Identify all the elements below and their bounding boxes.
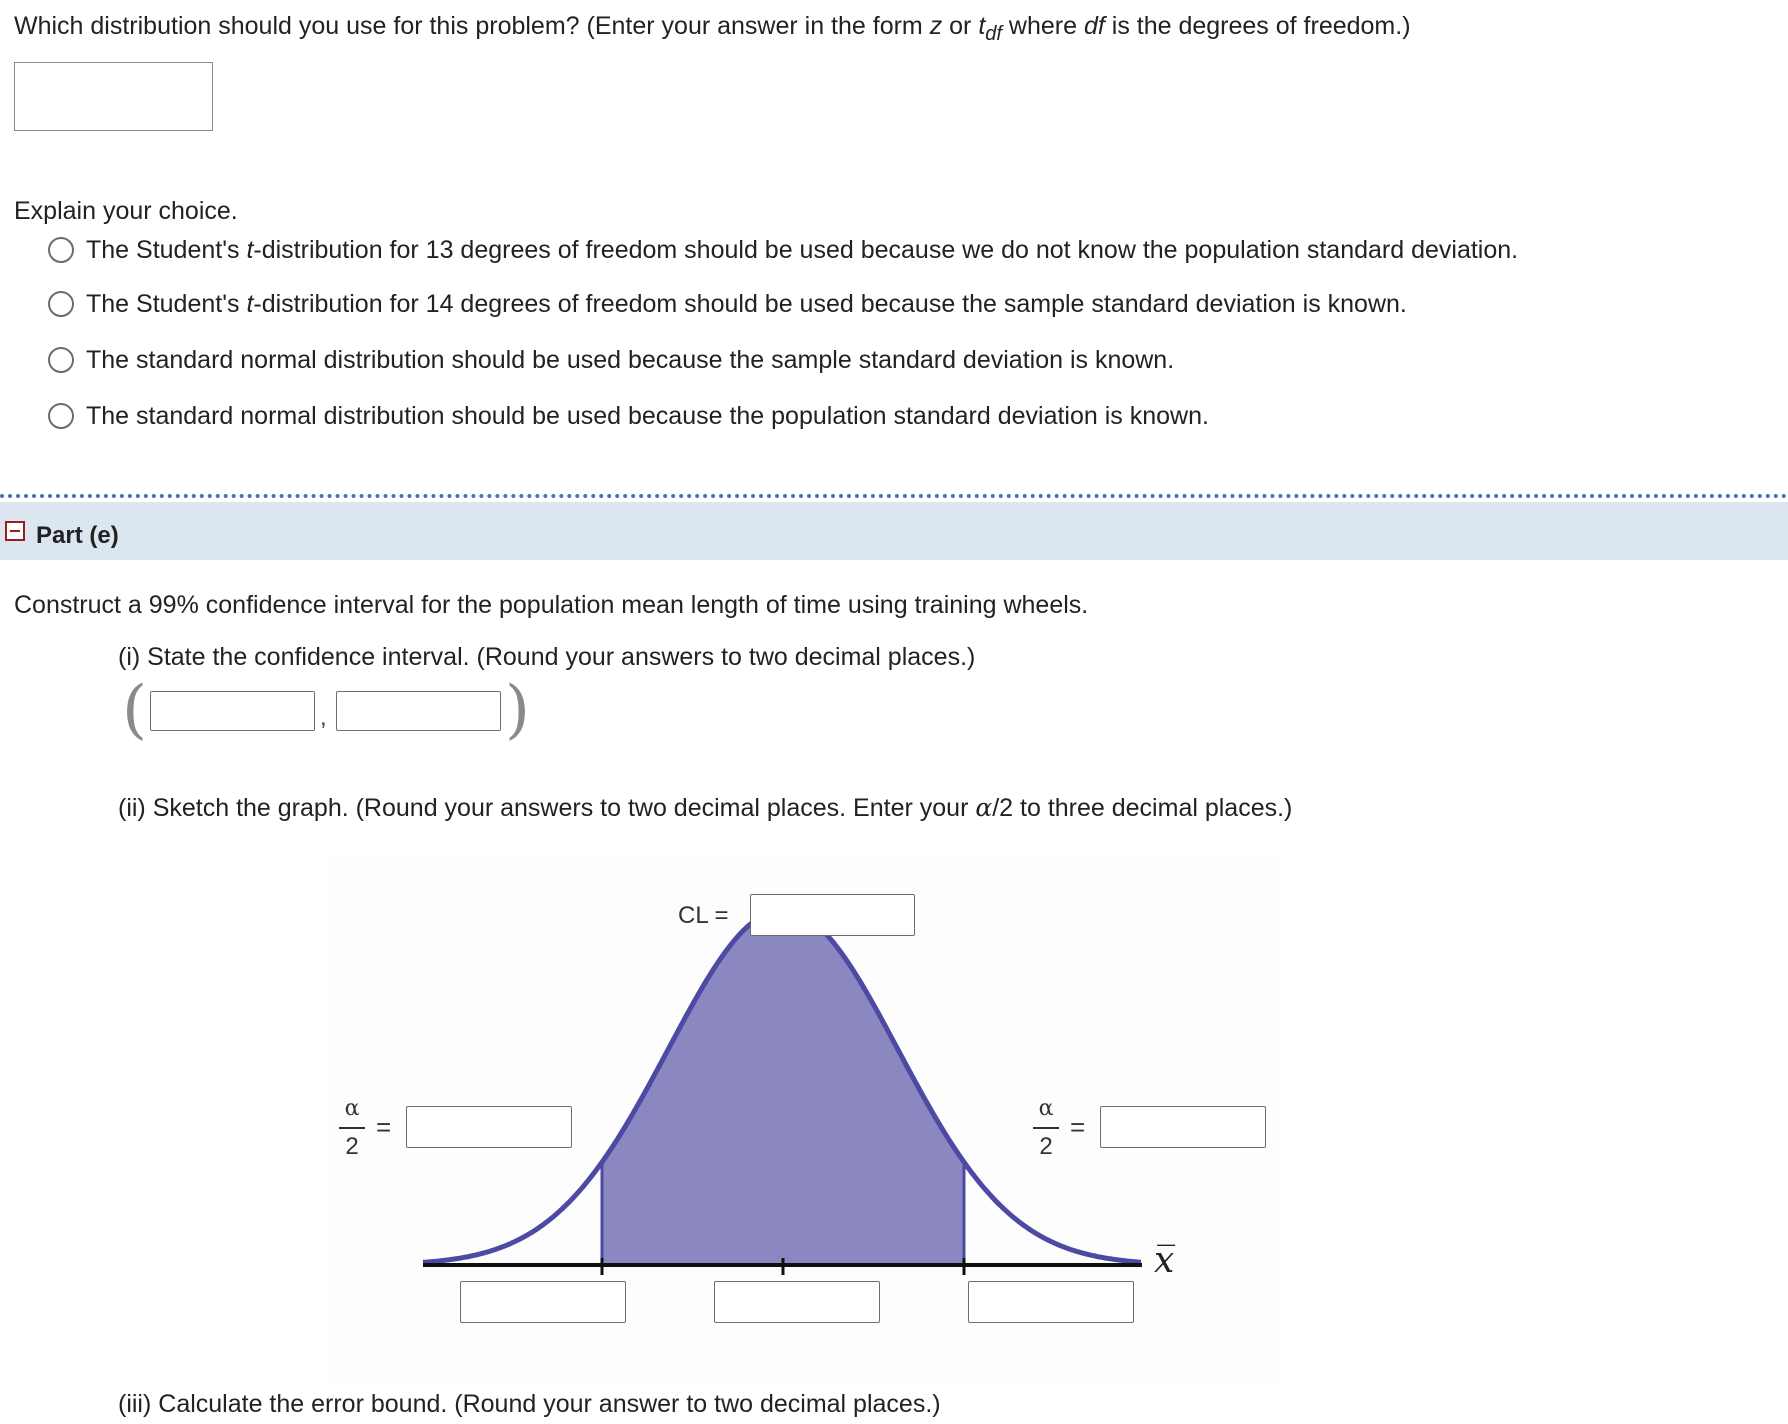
interval-comma: ,	[320, 704, 327, 731]
mean-axis-input[interactable]	[714, 1281, 880, 1323]
left-alpha-over-2: α 2	[337, 1096, 367, 1161]
cl-label: CL =	[678, 902, 729, 929]
step-i-text: (i) State the confidence interval. (Round your answers to two decimal places.)	[118, 643, 976, 671]
cl-input[interactable]	[750, 894, 915, 936]
step-ii-text: (ii) Sketch the graph. (Round your answers to two decimal places. Enter your α/2 to three decimal places.)	[118, 793, 1293, 822]
right-alpha-input[interactable]	[1100, 1106, 1266, 1148]
left-alpha-input[interactable]	[406, 1106, 572, 1148]
interval-open-paren: (	[122, 673, 147, 747]
collapse-icon[interactable]	[5, 521, 25, 541]
right-alpha-over-2: α 2	[1031, 1096, 1061, 1161]
part-e-intro: Construct a 99% confidence interval for the population mean length of time using training wheels.	[14, 591, 1089, 619]
x-bar-label: x̅	[1154, 1240, 1175, 1281]
distribution-answer-input[interactable]	[14, 62, 213, 131]
radio-button[interactable]	[48, 347, 74, 373]
explain-prompt: Explain your choice.	[14, 197, 238, 225]
explain-option-4[interactable]	[48, 403, 1209, 429]
confidence-region	[602, 910, 964, 1265]
part-e-header[interactable]	[0, 502, 1788, 560]
right-equals: =	[1070, 1112, 1086, 1142]
step-iii-text: (iii) Calculate the error bound. (Round your answer to two decimal places.)	[118, 1390, 941, 1418]
explain-option-3[interactable]	[48, 347, 1174, 373]
lower-bound-axis-input[interactable]	[460, 1281, 626, 1323]
option-label: The standard normal distribution should be used because the population standard deviation is known.	[86, 401, 1209, 430]
radio-button[interactable]	[48, 291, 74, 317]
part-e-title: Part (e)	[36, 522, 119, 549]
interval-upper-input[interactable]	[336, 691, 501, 731]
section-divider	[0, 494, 1788, 498]
interval-lower-input[interactable]	[150, 691, 315, 731]
upper-bound-axis-input[interactable]	[968, 1281, 1134, 1323]
interval-close-paren: )	[505, 673, 530, 747]
left-equals: =	[376, 1112, 392, 1142]
option-label: The standard normal distribution should be used because the sample standard deviation is known.	[86, 345, 1175, 374]
radio-button[interactable]	[48, 403, 74, 429]
explain-option-2[interactable]	[48, 291, 1407, 317]
radio-button[interactable]	[48, 237, 74, 263]
option-label: The Student's t-distribution for 13 degrees of freedom should be used because we do not know the population standard deviation.	[86, 235, 1519, 264]
distribution-question: Which distribution should you use for this problem? (Enter your answer in the form z or $t_{df}$ where df is the degrees of freedom.)	[14, 12, 1411, 45]
option-label: The Student's t-distribution for 14 degrees of freedom should be used because the sample standard deviation is known.	[86, 289, 1407, 318]
explain-option-1[interactable]	[48, 237, 1518, 263]
